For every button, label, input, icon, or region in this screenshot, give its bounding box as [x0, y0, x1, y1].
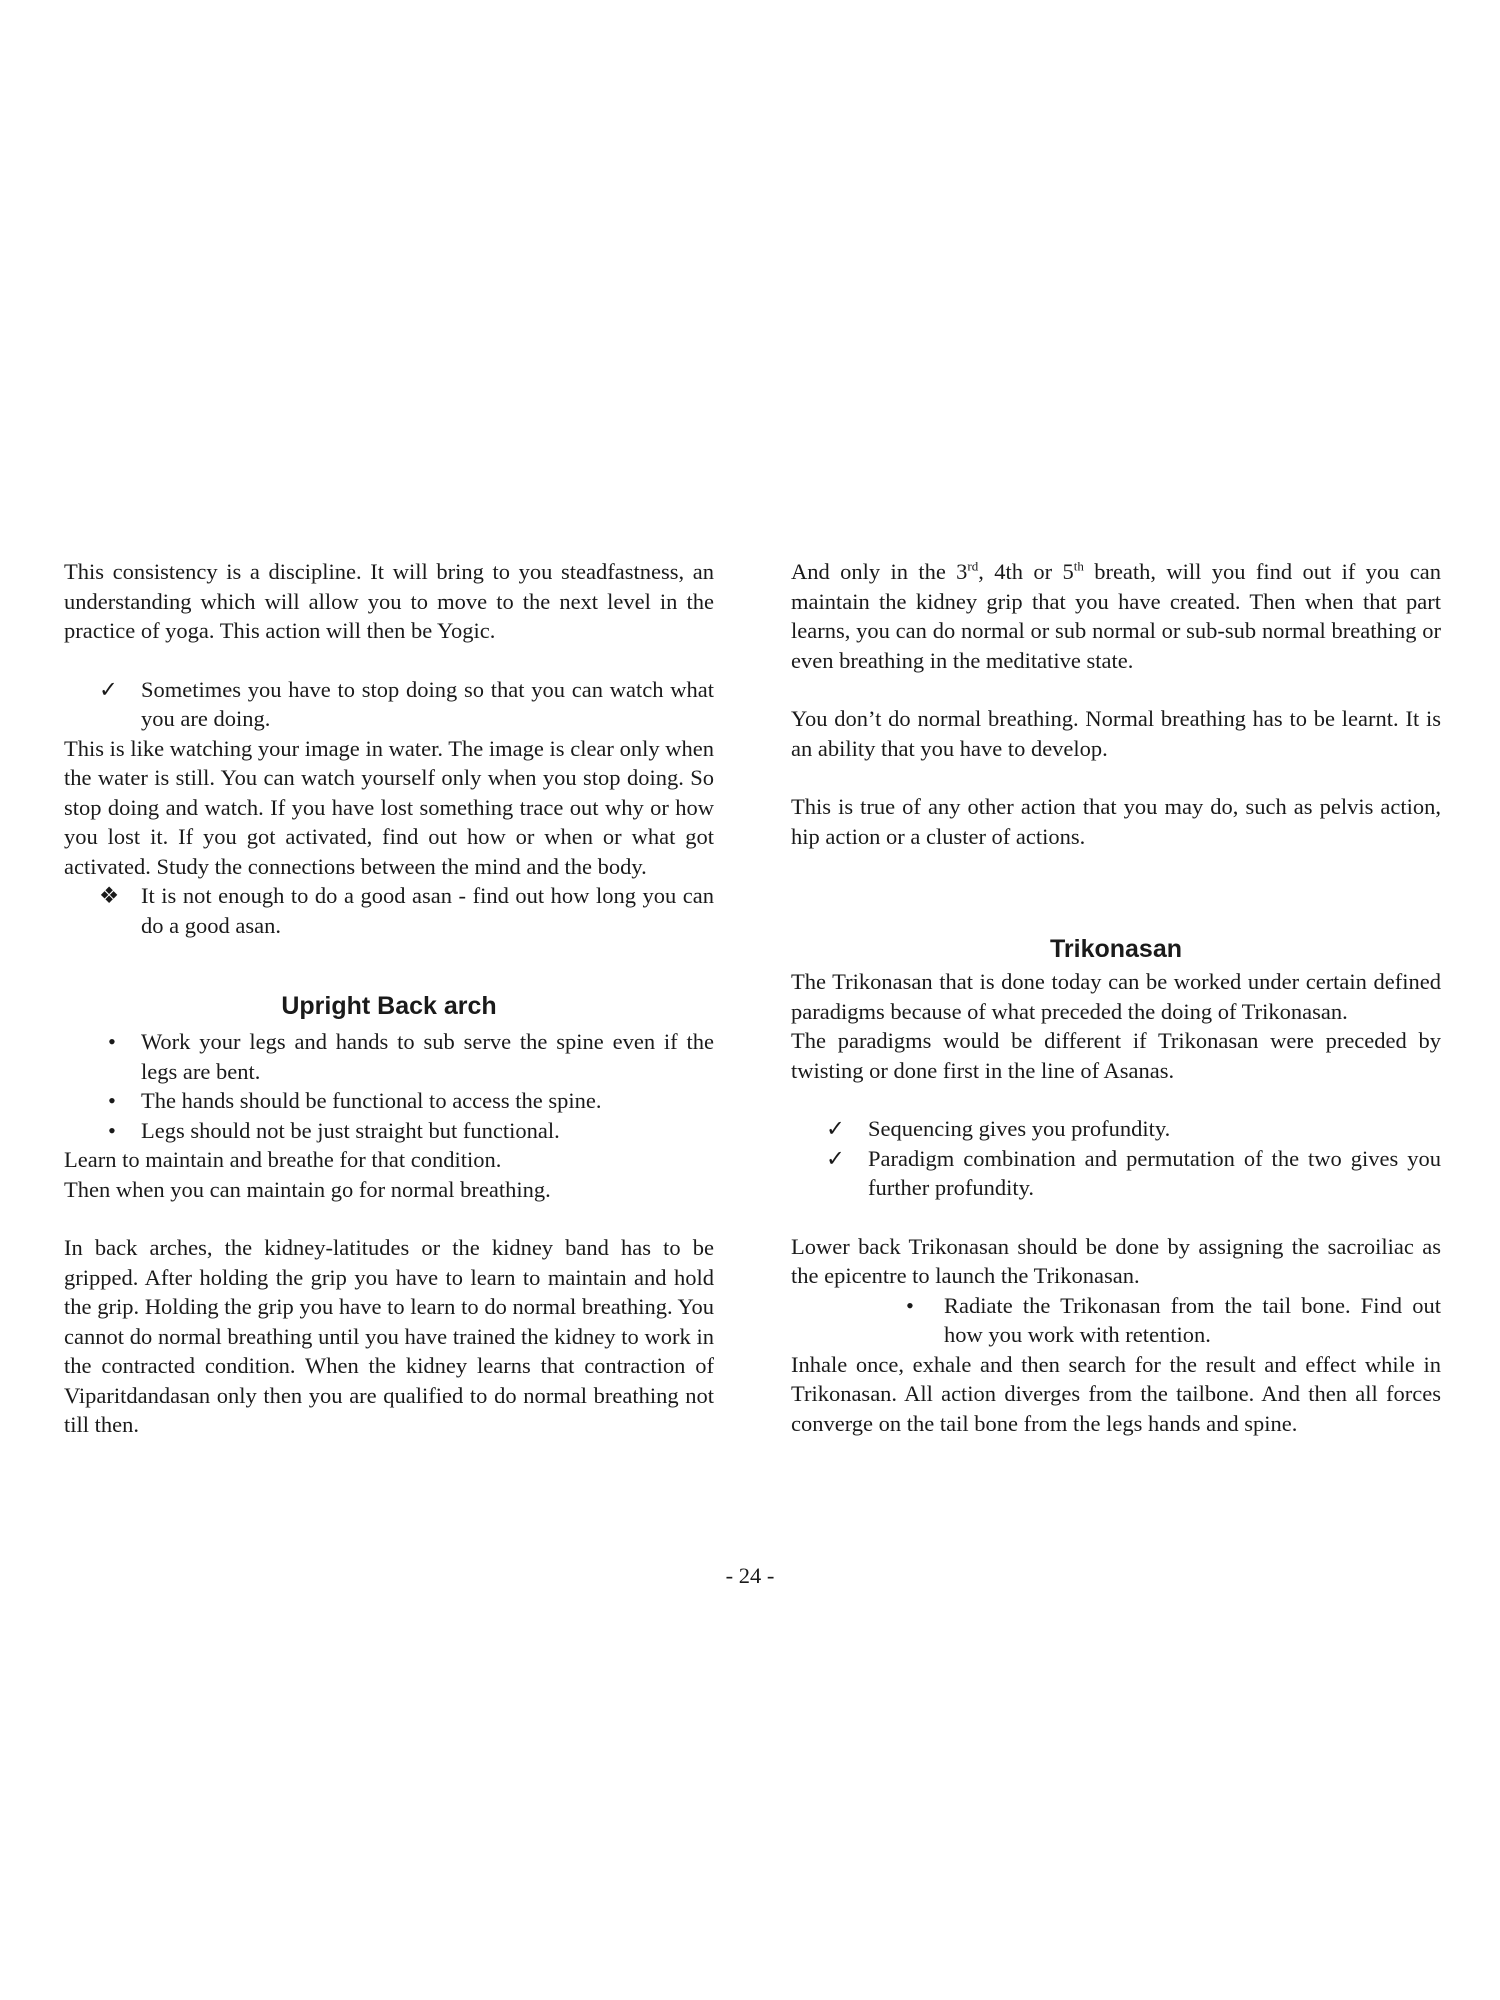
bullet-icon: • [108, 1029, 116, 1054]
upright-back-arch-heading: Upright Back arch [281, 992, 497, 1020]
bullet-icon: • [108, 1117, 116, 1143]
list-item [64, 1086, 714, 1116]
diamond-bullet-icon: ❖ [99, 883, 120, 908]
check-icon: ✓ [826, 1116, 845, 1141]
maintain-line-1: Learn to maintain and breathe for that condition. [64, 1147, 502, 1172]
breath-text-2: , 4th or 5 [978, 559, 1074, 584]
diamond-item [64, 881, 714, 940]
maintain-line-2: Then when you can maintain go for normal breathing. [64, 1176, 551, 1202]
breath-superscript-2: th [1073, 558, 1084, 574]
trikonasan-paragraph-2: The paradigms would be different if Trikonasan were preceded by twisting or done first in the line of Asanas. [791, 1028, 1441, 1083]
check-item [791, 1114, 1441, 1144]
intro-paragraph: This consistency is a discipline. It will bring to you steadfastness, an understanding which will allow you to move to the next level in the practice of yoga. This action will then be Yogic. [64, 559, 714, 643]
water-paragraph: This is like watching your image in water. The image is clear only when the water is still. You can watch yourself only when you stop doing. So stop doing and watch. If you have lost something trace out why or how you lost it. If you got activated, find out how or when or what got activated. Study the connections between the mind and the body. [64, 735, 714, 879]
list-item [791, 1291, 1441, 1350]
check-item-text: Paradigm combination and permutation of the two gives you further profundity. [868, 1145, 1441, 1200]
check-item-text: Sometimes you have to stop doing so that you can watch what you are doing. [141, 676, 714, 731]
breath-text-3: breath, will you find out if you can maintain the kidney grip that you have created. Then when that part learns, you can do normal or sub normal or sub-sub normal breathing or even breathing in the meditative state. [791, 559, 1442, 673]
breath-paragraph [791, 557, 1441, 675]
list-item-text: Legs should not be just straight but functional. [141, 1117, 560, 1143]
left-column [64, 557, 714, 1440]
list-item-text: The hands should be functional to access the spine. [141, 1088, 602, 1113]
check-item-text: Sequencing gives you profundity. [868, 1116, 1171, 1141]
breath-text-1: And only in the 3 [791, 559, 968, 584]
breath-superscript-1: rd [967, 558, 979, 574]
list-item [64, 1027, 714, 1086]
list-item-text: Work your legs and hands to sub serve the spine even if the legs are bent. [141, 1029, 714, 1084]
trikonasan-paragraph-1: The Trikonasan that is done today can be worked under certain defined paradigms because of what preceded the doing of Trikonasan. [791, 969, 1441, 1024]
check-item [791, 1144, 1441, 1203]
check-icon: ✓ [99, 676, 118, 702]
right-column [791, 557, 1441, 1438]
page-number: - 24 - [725, 1563, 775, 1588]
normal-breathing-paragraph: You don’t do normal breathing. Normal breathing has to be learnt. It is an ability that you have to develop. [791, 706, 1441, 761]
other-action-paragraph: This is true of any other action that you may do, such as pelvis action, hip action or a cluster of actions. [791, 794, 1441, 849]
list-item-text: Radiate the Trikonasan from the tail bone. Find out how you work with retention. [944, 1292, 1441, 1347]
back-arches-paragraph: In back arches, the kidney-latitudes or the kidney band has to be gripped. After holding the grip you have to learn to maintain and hold the grip. Holding the grip you have to learn to do normal breathing. You cannot do normal breathing until you have trained the kidney to work in the contracted condition. When the kidney learns that contraction of Viparitdandasan only then you are qualified to do normal breathing not till then. [64, 1235, 714, 1437]
check-icon: ✓ [826, 1145, 845, 1171]
bullet-icon: • [906, 1292, 914, 1318]
check-item [64, 675, 714, 734]
inhale-paragraph: Inhale once, exhale and then search for the result and effect while in Trikonasan. All action diverges from the tailbone. And then all forces converge on the tail bone from the legs hands and spine. [791, 1351, 1441, 1436]
trikonasan-heading: Trikonasan [1050, 935, 1182, 963]
lower-back-paragraph: Lower back Trikonasan should be done by assigning the sacroiliac as the epicentre to launch the Trikonasan. [791, 1233, 1441, 1288]
diamond-item-text: It is not enough to do a good asan - find out how long you can do a good asan. [141, 883, 714, 938]
list-item [64, 1116, 714, 1146]
bullet-icon: • [108, 1088, 116, 1113]
